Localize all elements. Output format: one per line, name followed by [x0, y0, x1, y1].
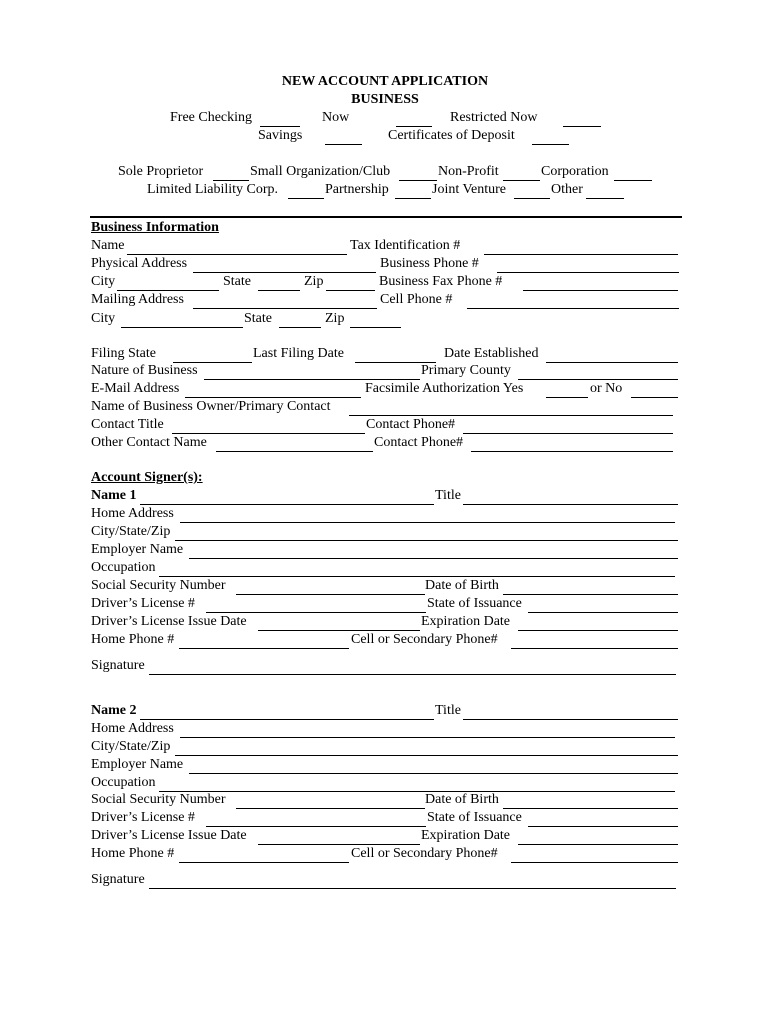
signer1-ssn-label: Social Security Number — [91, 578, 226, 593]
signer2-ssn-field[interactable] — [236, 808, 425, 809]
signer2-occupation-label: Occupation — [91, 775, 156, 790]
signer1-home-phone-field[interactable] — [179, 648, 349, 649]
other-contact-phone-label: Contact Phone# — [374, 435, 464, 450]
mailing-zip-field[interactable] — [350, 327, 401, 328]
signer2-dl-issue-field[interactable] — [258, 844, 420, 845]
email-field[interactable] — [185, 397, 361, 398]
free-checking-label: Free Checking — [170, 110, 253, 125]
signer1-state-issuance-label: State of Issuance — [427, 596, 522, 611]
facsimile-no-field[interactable] — [631, 397, 678, 398]
signer2-expiration-label: Expiration Date — [421, 828, 511, 843]
free-checking-field[interactable] — [260, 126, 300, 127]
certificates-label: Certificates of Deposit — [388, 128, 515, 143]
section-divider — [90, 216, 682, 218]
partnership-field[interactable] — [395, 198, 431, 199]
tax-id-field[interactable] — [484, 254, 678, 255]
signer2-signature-field[interactable] — [149, 888, 676, 889]
signer1-employer-field[interactable] — [189, 558, 678, 559]
certificates-field[interactable] — [532, 144, 569, 145]
signer1-expiration-label: Expiration Date — [421, 614, 511, 629]
last-filing-date-label: Last Filing Date — [253, 346, 344, 361]
mailing-city-field[interactable] — [121, 327, 243, 328]
signer2-cell-field[interactable] — [511, 862, 678, 863]
other-contact-field[interactable] — [216, 451, 373, 452]
signer2-home-address-label: Home Address — [91, 721, 174, 736]
business-info-heading: Business Information — [91, 220, 219, 235]
zip-label: Zip — [304, 274, 324, 289]
signer1-occupation-field[interactable] — [159, 576, 675, 577]
signer2-dl-label: Driver’s License # — [91, 810, 195, 825]
city-field[interactable] — [117, 290, 219, 291]
sole-proprietor-label: Sole Proprietor — [118, 164, 204, 179]
mailing-zip-label: Zip — [325, 311, 345, 326]
city-label: City — [91, 274, 116, 289]
signer2-city-state-zip-label: City/State/Zip — [91, 739, 171, 754]
signer2-ssn-label: Social Security Number — [91, 792, 226, 807]
signer1-dl-issue-field[interactable] — [258, 630, 420, 631]
signer2-home-address-field[interactable] — [180, 737, 675, 738]
signer2-home-phone-field[interactable] — [179, 862, 349, 863]
signer1-signature-field[interactable] — [149, 674, 676, 675]
signer2-title-field[interactable] — [463, 719, 678, 720]
signer1-dob-field[interactable] — [503, 594, 678, 595]
signer1-home-address-label: Home Address — [91, 506, 174, 521]
fax-phone-label: Business Fax Phone # — [379, 274, 503, 289]
savings-field[interactable] — [325, 144, 362, 145]
other-label: Other — [551, 182, 583, 197]
form-title: NEW ACCOUNT APPLICATION — [281, 74, 489, 89]
primary-county-label: Primary County — [421, 363, 511, 378]
signer2-dl-field[interactable] — [206, 826, 426, 827]
signer1-state-issuance-field[interactable] — [528, 612, 678, 613]
signer1-dl-label: Driver’s License # — [91, 596, 195, 611]
corporation-field[interactable] — [614, 180, 652, 181]
restricted-now-label: Restricted Now — [450, 110, 538, 125]
signer2-dob-field[interactable] — [503, 808, 678, 809]
owner-field[interactable] — [349, 415, 673, 416]
signer1-signature-label: Signature — [91, 658, 145, 673]
sole-proprietor-field[interactable] — [213, 180, 249, 181]
facsimile-yes-field[interactable] — [546, 397, 588, 398]
business-phone-label: Business Phone # — [380, 256, 479, 271]
fax-phone-field[interactable] — [523, 290, 678, 291]
now-label: Now — [322, 110, 350, 125]
signer1-dl-issue-label: Driver’s License Issue Date — [91, 614, 247, 629]
signer2-state-issuance-field[interactable] — [528, 826, 678, 827]
signer2-occupation-field[interactable] — [159, 791, 675, 792]
email-label: E-Mail Address — [91, 381, 180, 396]
joint-venture-field[interactable] — [514, 198, 550, 199]
signer2-name-label: Name 2 — [91, 703, 137, 718]
signer2-employer-field[interactable] — [189, 773, 678, 774]
now-field[interactable] — [396, 126, 432, 127]
signer1-name-label: Name 1 — [91, 488, 137, 503]
signer2-dl-issue-label: Driver’s License Issue Date — [91, 828, 247, 843]
facsimile-label: Facsimile Authorization Yes — [365, 381, 524, 396]
cell-phone-field[interactable] — [467, 308, 679, 309]
signer2-expiration-field[interactable] — [518, 844, 678, 845]
tax-id-label: Tax Identification # — [350, 238, 461, 253]
date-established-label: Date Established — [444, 346, 539, 361]
small-org-label: Small Organization/Club — [250, 164, 391, 179]
mailing-state-label: State — [244, 311, 272, 326]
signer1-title-field[interactable] — [463, 504, 678, 505]
signer2-employer-label: Employer Name — [91, 757, 184, 772]
signer1-expiration-field[interactable] — [518, 630, 678, 631]
signer1-city-state-zip-label: City/State/Zip — [91, 524, 171, 539]
signer1-dob-label: Date of Birth — [425, 578, 499, 593]
signer2-title-label: Title — [435, 703, 461, 718]
savings-label: Savings — [258, 128, 303, 143]
signer1-cell-label: Cell or Secondary Phone# — [351, 632, 498, 647]
restricted-now-field[interactable] — [563, 126, 601, 127]
contact-phone-field[interactable] — [463, 433, 673, 434]
signer2-city-state-zip-field[interactable] — [175, 755, 678, 756]
signer2-state-issuance-label: State of Issuance — [427, 810, 522, 825]
signer2-name-field[interactable] — [140, 719, 434, 720]
date-established-field[interactable] — [546, 362, 678, 363]
cell-phone-label: Cell Phone # — [380, 292, 453, 307]
signer1-title-label: Title — [435, 488, 461, 503]
signer1-home-address-field[interactable] — [180, 522, 675, 523]
signer2-cell-label: Cell or Secondary Phone# — [351, 846, 498, 861]
owner-label: Name of Business Owner/Primary Contact — [91, 399, 331, 414]
nature-of-business-field[interactable] — [204, 379, 420, 380]
contact-phone-label: Contact Phone# — [366, 417, 456, 432]
mailing-address-label: Mailing Address — [91, 292, 184, 307]
llc-label: Limited Liability Corp. — [147, 182, 279, 197]
filing-state-label: Filing State — [91, 346, 156, 361]
non-profit-label: Non-Profit — [438, 164, 499, 179]
signer1-home-phone-label: Home Phone # — [91, 632, 175, 647]
signer1-employer-label: Employer Name — [91, 542, 184, 557]
or-no-label: or No — [590, 381, 623, 396]
corporation-label: Corporation — [541, 164, 609, 179]
state-label: State — [223, 274, 251, 289]
signer2-signature-label: Signature — [91, 872, 145, 887]
zip-field[interactable] — [326, 290, 375, 291]
physical-address-label: Physical Address — [91, 256, 188, 271]
signer2-dob-label: Date of Birth — [425, 792, 499, 807]
small-org-field[interactable] — [399, 180, 437, 181]
non-profit-field[interactable] — [503, 180, 540, 181]
signers-heading: Account Signer(s): — [91, 470, 203, 485]
other-contact-phone-field[interactable] — [471, 451, 673, 452]
signer1-name-field[interactable] — [140, 504, 434, 505]
mailing-address-field[interactable] — [193, 308, 377, 309]
contact-title-field[interactable] — [172, 433, 365, 434]
business-name-label: Name — [91, 238, 125, 253]
signer1-dl-field[interactable] — [206, 612, 426, 613]
business-phone-field[interactable] — [497, 272, 679, 273]
contact-title-label: Contact Title — [91, 417, 164, 432]
llc-field[interactable] — [288, 198, 324, 199]
signer1-city-state-zip-field[interactable] — [175, 540, 678, 541]
business-name-field[interactable] — [127, 254, 347, 255]
nature-of-business-label: Nature of Business — [91, 363, 198, 378]
other-contact-label: Other Contact Name — [91, 435, 207, 450]
other-field[interactable] — [586, 198, 624, 199]
partnership-label: Partnership — [325, 182, 389, 197]
mailing-state-field[interactable] — [279, 327, 321, 328]
signer1-cell-field[interactable] — [511, 648, 678, 649]
form-subtitle: BUSINESS — [351, 92, 419, 107]
joint-venture-label: Joint Venture — [432, 182, 507, 197]
state-field[interactable] — [258, 290, 300, 291]
signer1-occupation-label: Occupation — [91, 560, 156, 575]
primary-county-field[interactable] — [518, 379, 678, 380]
mailing-city-label: City — [91, 311, 116, 326]
physical-address-field[interactable] — [193, 272, 376, 273]
signer2-home-phone-label: Home Phone # — [91, 846, 175, 861]
signer1-ssn-field[interactable] — [236, 594, 425, 595]
